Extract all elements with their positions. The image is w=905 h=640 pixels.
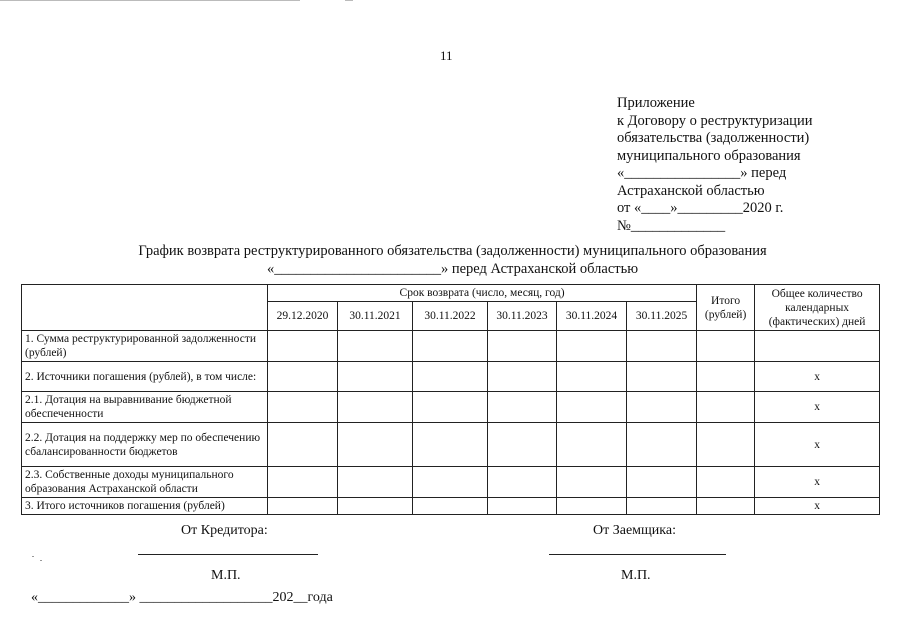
- stamp-left: М.П.: [211, 568, 241, 583]
- row-label: 2.1. Дотация на выравнивание бюджетной обеспеченности: [22, 392, 268, 423]
- appendix-line: «________________» перед: [617, 165, 787, 181]
- appendix-line: к Договору о реструктуризации: [617, 112, 813, 129]
- total-header: Итого (рублей): [697, 285, 755, 331]
- creditor-signature-line: [138, 554, 318, 555]
- creditor-label: От Кредитора:: [181, 523, 268, 538]
- days-cell: x: [755, 423, 880, 467]
- appendix-line: муниципального образования: [617, 147, 801, 164]
- row-label: 3. Итого источников погашения (рублей): [22, 498, 268, 515]
- scan-speck: [32, 556, 34, 557]
- days-cell: x: [755, 467, 880, 498]
- appendix-line: обязательства (задолженности): [617, 130, 810, 146]
- days-cell: x: [755, 498, 880, 515]
- row-label: 2.3. Собственные доходы муниципального образования Астраханской области: [22, 467, 268, 498]
- group-header: Срок возврата (число, месяц, год): [268, 285, 697, 302]
- row-label: 2. Источники погашения (рублей), в том числе:: [22, 362, 268, 392]
- date-header: 30.11.2022: [413, 302, 488, 331]
- label-header-cell: [22, 285, 268, 331]
- table-row: [22, 467, 880, 498]
- scan-edge-line: [0, 0, 300, 1]
- date-header: 30.11.2023: [488, 302, 557, 331]
- signature-date-line: «_____________» ___________________202__года: [31, 590, 333, 605]
- appendix-line: Приложение: [617, 95, 695, 111]
- appendix-line: от «____»_________2020 г.: [617, 200, 784, 216]
- stamp-right: М.П.: [621, 568, 651, 583]
- scan-edge-mark: [345, 0, 353, 1]
- row-label: 2.2. Дотация на поддержку мер по обеспечению сбалансированности бюджетов: [22, 423, 268, 467]
- days-cell: [755, 331, 880, 362]
- appendix-line: Астраханской областью: [617, 182, 765, 199]
- table-row: [22, 423, 880, 467]
- row-label: 1. Сумма реструктурированной задолженности (рублей): [22, 331, 268, 362]
- date-header: 30.11.2025: [627, 302, 697, 331]
- schedule-title-line2: «_______________________» перед Астраханской областью: [266, 261, 639, 277]
- days-header: Общее количество календарных (фактических) дней: [755, 285, 880, 331]
- page-number: 11: [440, 48, 453, 63]
- repayment-schedule-table: [21, 284, 880, 515]
- date-header: 29.12.2020: [268, 302, 338, 331]
- table-row: [22, 392, 880, 423]
- table-row: [22, 362, 880, 392]
- appendix-block: [617, 95, 812, 235]
- days-cell: x: [755, 392, 880, 423]
- scan-speck: [40, 560, 42, 561]
- table-row: [22, 498, 880, 515]
- table-row: [22, 331, 880, 362]
- schedule-title-line1: График возврата реструктурированного обязательства (задолженности) муниципального образования: [138, 243, 767, 259]
- borrower-label: От Заемщика:: [593, 523, 676, 538]
- date-header: 30.11.2021: [338, 302, 413, 331]
- days-cell: x: [755, 362, 880, 392]
- appendix-line: №_____________: [617, 217, 726, 234]
- date-header: 30.11.2024: [557, 302, 627, 331]
- borrower-signature-line: [549, 554, 726, 555]
